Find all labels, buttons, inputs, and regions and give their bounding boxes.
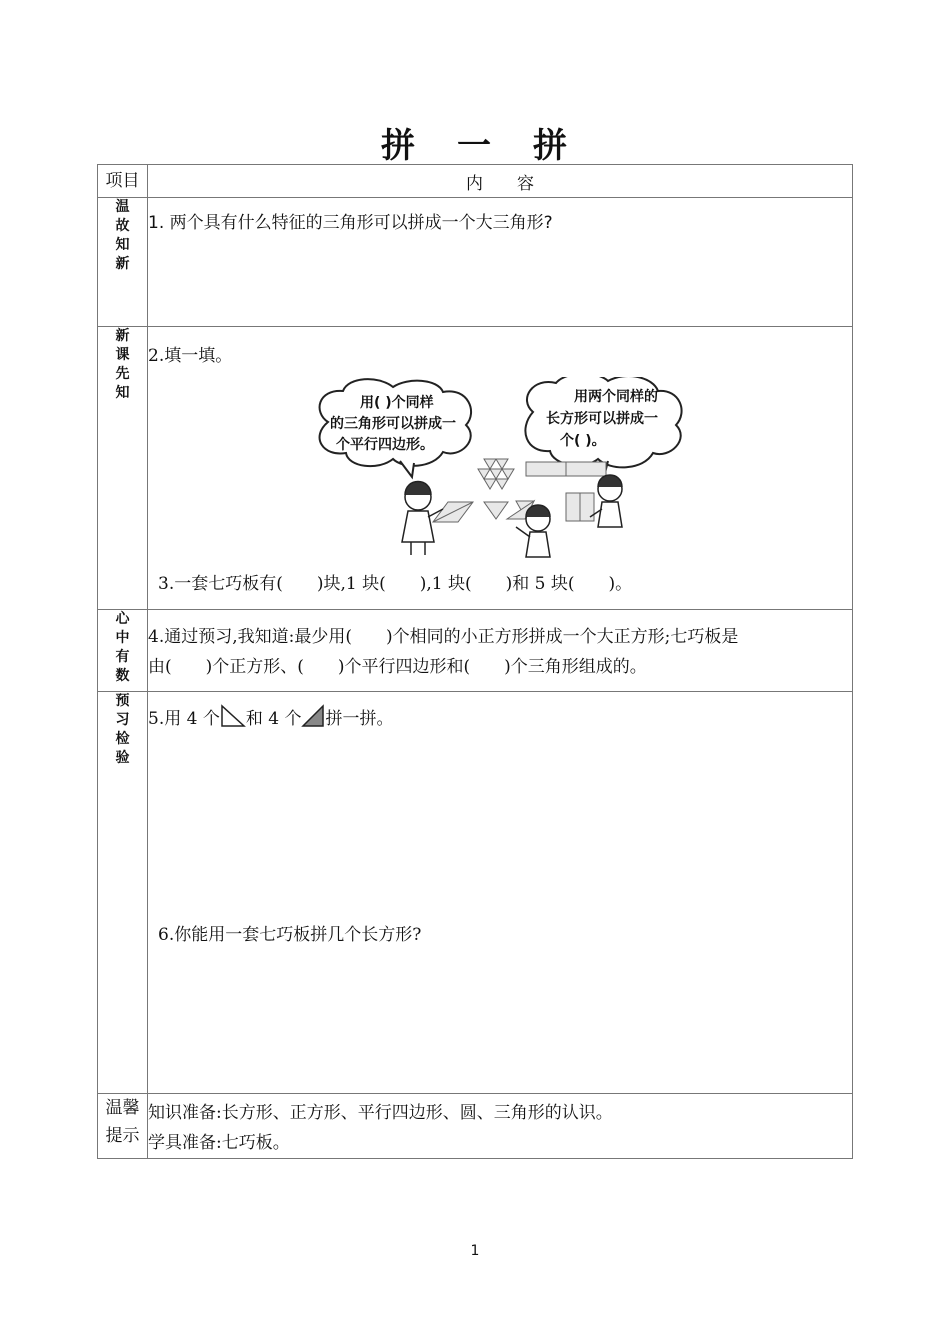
question-1: 1. 两个具有什么特征的三角形可以拼成一个大三角形? <box>148 213 553 233</box>
page-number: 1 <box>470 1243 480 1259</box>
header-content: 内 容 <box>148 165 853 198</box>
question-3: 3.一套七巧板有( )块,1 块( ),1 块( )和 5 块( )。 <box>158 574 633 594</box>
tips-line1: 知识准备:长方形、正方形、平行四边形、圆、三角形的认识。 <box>148 1103 613 1123</box>
row-mind <box>98 610 853 692</box>
right-triangle-outline-icon <box>220 704 246 728</box>
row-review <box>98 198 853 327</box>
content-mind <box>148 610 853 692</box>
bubble-left-line2: 的三角形可以拼成一 <box>330 416 456 432</box>
square-shape <box>566 493 594 521</box>
label-check: 预 习 检 验 <box>98 692 148 1094</box>
row-tips <box>98 1094 853 1159</box>
question-2: 2.填一填。 <box>148 346 233 366</box>
title-char-2: 一 <box>457 126 493 166</box>
bubble-right-line3: 个( )。 <box>560 433 606 449</box>
parallelogram-shape <box>433 501 534 522</box>
title-char-1: 拼 <box>381 126 417 166</box>
right-triangle-filled-icon <box>301 704 325 728</box>
bubble-right-line1: 用两个同样的 <box>574 389 658 405</box>
row-check <box>98 692 853 1094</box>
content-preview <box>148 327 853 610</box>
bubble-right-line2: 长方形可以拼成一 <box>546 411 658 427</box>
label-review: 温 故 知 新 <box>98 198 148 327</box>
question-5-part3: 拼一拼。 <box>325 709 394 729</box>
worksheet-table <box>97 164 853 1159</box>
illustration <box>308 377 728 562</box>
content-review <box>148 198 853 327</box>
question-4-line2: 由( )个正方形、( )个平行四边形和( )个三角形组成的。 <box>148 657 647 677</box>
title-char-3: 拼 <box>533 126 569 166</box>
question-5 <box>148 692 852 734</box>
bubble-left-line3: 个平行四边形。 <box>336 437 434 453</box>
content-tips <box>148 1094 853 1159</box>
label-tips: 温馨 提示 <box>98 1094 148 1159</box>
question-4-line1: 4.通过预习,我知道:最少用( )个相同的小正方形拼成一个大正方形;七巧板是 <box>148 627 739 647</box>
tips-line2: 学具准备:七巧板。 <box>148 1133 290 1153</box>
question-5-part2: 和 4 个 <box>245 709 302 729</box>
label-mind: 心 中 有 数 <box>98 610 148 692</box>
question-6: 6.你能用一套七巧板拼几个长方形? <box>158 925 422 945</box>
rectangle-pair-shape <box>526 462 606 476</box>
row-preview <box>98 327 853 610</box>
boy-figure-right <box>590 475 622 527</box>
hexagon-shape <box>478 459 514 489</box>
content-check <box>148 692 853 1094</box>
bubble-left-line1: 用( )个同样 <box>360 395 434 411</box>
header-row <box>98 165 853 198</box>
header-item: 项目 <box>98 165 148 198</box>
page-title <box>0 118 950 167</box>
question-5-part1: 5.用 4 个 <box>148 709 220 729</box>
speech-bubble-left <box>320 379 472 477</box>
label-preview: 新 课 先 知 <box>98 327 148 610</box>
